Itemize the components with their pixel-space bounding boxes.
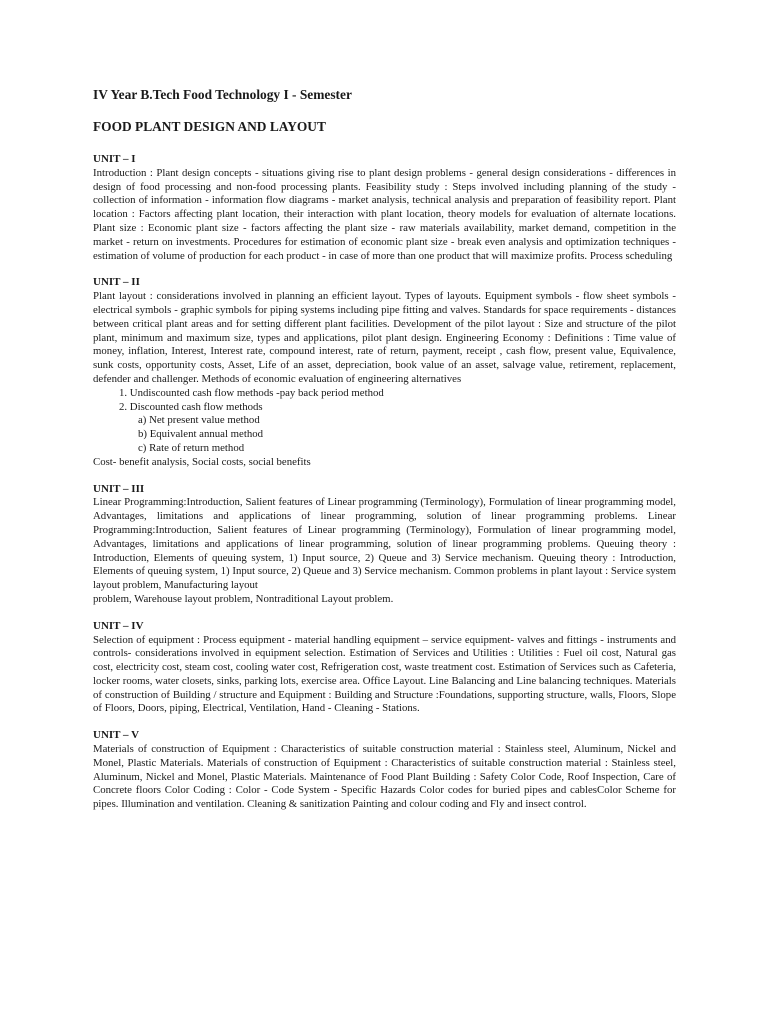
unit-2-list-item-2: 2. Discounted cash flow methods [119,400,263,413]
unit-2-body: Plant layout : considerations involved in planning an efficient layout. Types of layouts. Equipment symbols - flow sheet symbols - electrical symbols - graphic symbols for piping systems including pipe fitting and valves. Standards for space requirements - distances between critical plant areas and for setting different plant facilities. Development of the pilot layout : Size and structure of the pilot plant, minimum and maximum size, types and applications, pilot plant design. Engineering Economy : Definitions : Time value of money, inflation, Interest, Interest rate, compound interest, rate of return, payment, receipt , cash flow, present value, Equivalence, sunk costs, opportunity costs, Asset, Life of an asset, depreciation, book value of an asset, salvage value, retirement, replacement, defender and challenger. Methods of economic evaluation of engineering alternatives [93,290,676,385]
unit-4-title: UNIT – IV [93,619,144,632]
unit-1-title: UNIT – I [93,153,136,165]
unit-5 [93,729,676,812]
unit-2-closing-line: Cost- benefit analysis, Social costs, social benefits [93,455,311,468]
unit-5-title: UNIT – V [93,729,140,742]
unit-2-sublist-item-a: a) Net present value method [138,414,260,427]
unit-1-body: Introduction : Plant design concepts - situations giving rise to plant design problems - general design considerations - differences in design of food processing and non-food processing plants. Feasibility study : Steps involved including planning of the study - collection of information - information flow diagrams - market analysis, technical analysis and preparation of feasibility report. Plant location : Factors affecting plant location, their interaction with plant location, theory models for evaluation of alternate locations. Plant size : Economic plant size - factors affecting the plant size - raw materials availability, market demand, competition in the market - return on investments. Procedures for estimation of economic plant size - break even analysis and optimization techniques - estimation of volume of production for each product - in case of more than one product that will maximize profits. Process scheduling [93,166,676,262]
unit-4-body: Selection of equipment : Process equipment - material handling equipment – service equipment- valves and fittings - instruments and controls- considerations involved in equipment selection. Estimation of Services and Utilities : Utilities : Fuel oil cost, Natural gas cost, electricity cost, steam cost, cooling water cost, Refrigeration cost, waste treatment cost. Estimation of Services such as Cafeteria, locker rooms, water closets, sinks, parking lots, exercise area. Office Layout. Line Balancing and Line balancing techniques. Materials of construction of Building / structure and Equipment : Building and Structure :Foundations, supporting structure, walls, Floors, Slope of Floors, Doors, piping, Electrical, Ventilation, Hand - Cleaning - Stations. [93,633,676,715]
unit-3-tail-line: problem, Warehouse layout problem, Nontraditional Layout problem. [93,592,394,605]
syllabus-page [93,86,676,825]
unit-2-sublist-item-c: c) Rate of return method [138,441,245,454]
unit-4 [93,620,676,717]
unit-3 [93,483,676,607]
subject-title: FOOD PLANT DESIGN AND LAYOUT [93,119,326,134]
unit-2-list-item-1: 1. Undiscounted cash flow methods -pay back period method [119,386,384,399]
unit-2-title: UNIT – II [93,276,140,289]
unit-3-title: UNIT – III [93,482,145,495]
course-heading: IV Year B.Tech Food Technology I - Semester [93,87,352,102]
unit-2 [93,276,676,469]
unit-5-body: Materials of construction of Equipment : Characteristics of suitable construction material : Stainless steel, Aluminum, Nickel and Monel, Plastic Materials. Materials of construction of Equipment : Characteristics of suitable construction material : Stainless steel, Aluminum, Nickel and Monel, Plastic Materials. Maintenance of Food Plant Building : Safety Color Code, Roof Inspection, Care of Concrete floors Color Coding : Color - Code System - Specific Hazards Color codes for buried pipes and cablesColor Scheme for pipes. Illumination and ventilation. Cleaning & sanitization Painting and colour coding and Fly and insect control. [93,743,676,811]
unit-1 [93,153,676,263]
unit-2-sublist-item-b: b) Equivalent annual method [138,428,264,441]
unit-3-body: Linear Programming:Introduction, Salient features of Linear programming (Terminology), Formulation of linear programming model, Advantages, limitations and applications of linear programming, solution of linear programming problems. Linear Programming:Introduction, Salient features of Linear programming (Terminology), Formulation of linear programming model, Advantages, limitations and applications of linear programming, solution of linear programming problems. Queuing theory : Introduction, Elements of queuing system, 1) Input source, 2) Queue and 3) Service mechanism. Queuing theory : Introduction, Elements of queuing system, 1) Input source, 2) Queue and 3) Service mechanism. Common problems in plant layout : Service system layout problem, Manufacturing layout [93,496,676,592]
